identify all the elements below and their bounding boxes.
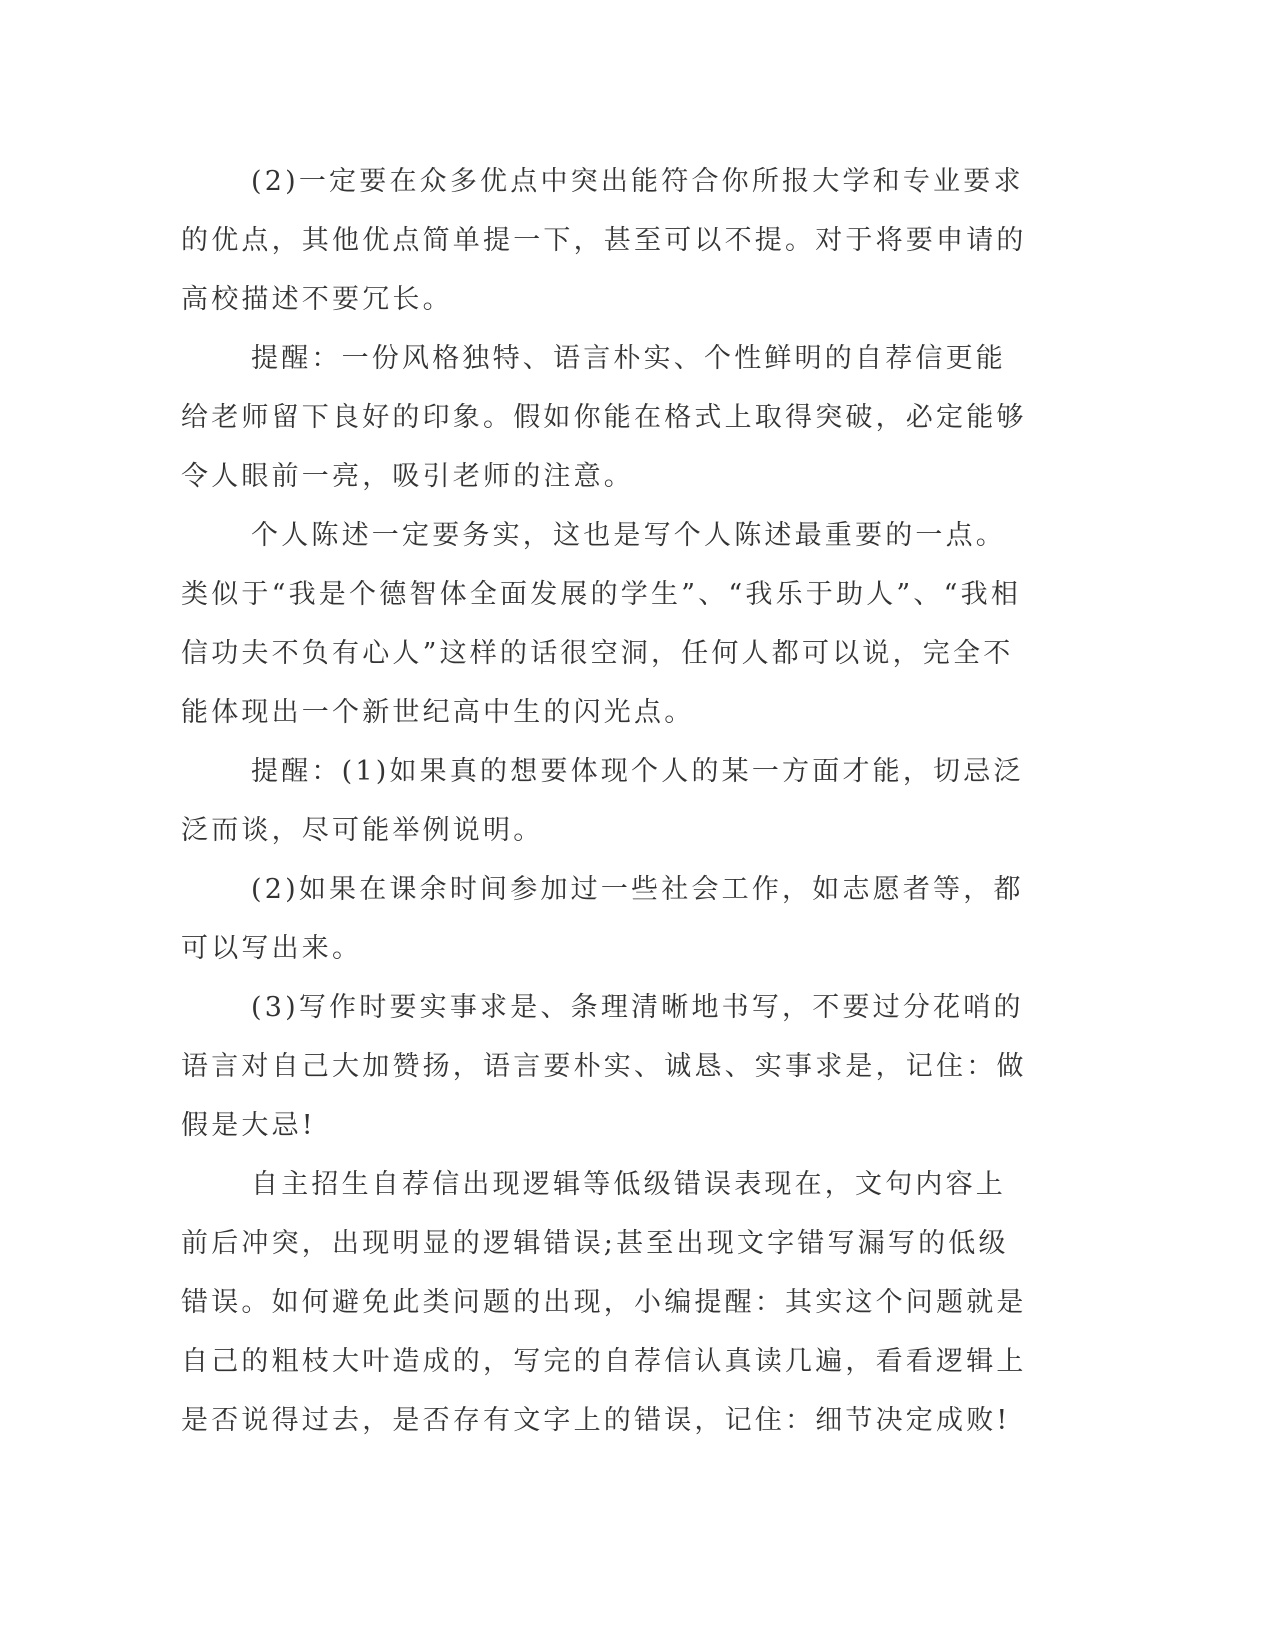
document-body xyxy=(181,152,1036,1450)
paragraph-reminder-style: 提醒：一份风格独特、语言朴实、个性鲜明的自荐信更能给老师留下良好的印象。假如你能在格式上取得突破，必定能够令人眼前一亮，吸引老师的注意。 xyxy=(181,343,1027,492)
paragraph-be-practical: 个人陈述一定要务实，这也是写个人陈述最重要的一点。类似于“我是个德智体全面发展的学生”、“我乐于助人”、“我相信功夫不负有心人”这样的话很空洞，任何人都可以说，完全不能体现出一个新世纪高中生的闪光点。 xyxy=(181,520,1022,728)
paragraph-reminder-examples: 提醒：(1)如果真的想要体现个人的某一方面才能，切忌泛泛而谈，尽可能举例说明。 xyxy=(181,756,1024,846)
paragraph-unique-strengths: (2)一定要在众多优点中突出能符合你所报大学和专业要求的优点，其他优点简单提一下，甚至可以不提。对于将要申请的高校描述不要冗长。 xyxy=(181,166,1027,315)
paragraph-be-truthful: (3)写作时要实事求是、条理清晰地书写，不要过分花哨的语言对自己大加赞扬，语言要朴实、诚恳、实事求是，记住：做假是大忌! xyxy=(181,992,1027,1141)
paragraph-social-work: (2)如果在课余时间参加过一些社会工作，如志愿者等，都可以写出来。 xyxy=(181,874,1024,964)
paragraph-logic-errors: 自主招生自荐信出现逻辑等低级错误表现在，文句内容上前后冲突，出现明显的逻辑错误;甚至出现文字错写漏写的低级错误。如何避免此类问题的出现，小编提醒：其实这个问题就是自己的粗枝大叶造成的，写完的自荐信认真读几遍，看看逻辑上是否说得过去，是否存有文字上的错误，记住：细节决定成败! xyxy=(181,1169,1027,1436)
